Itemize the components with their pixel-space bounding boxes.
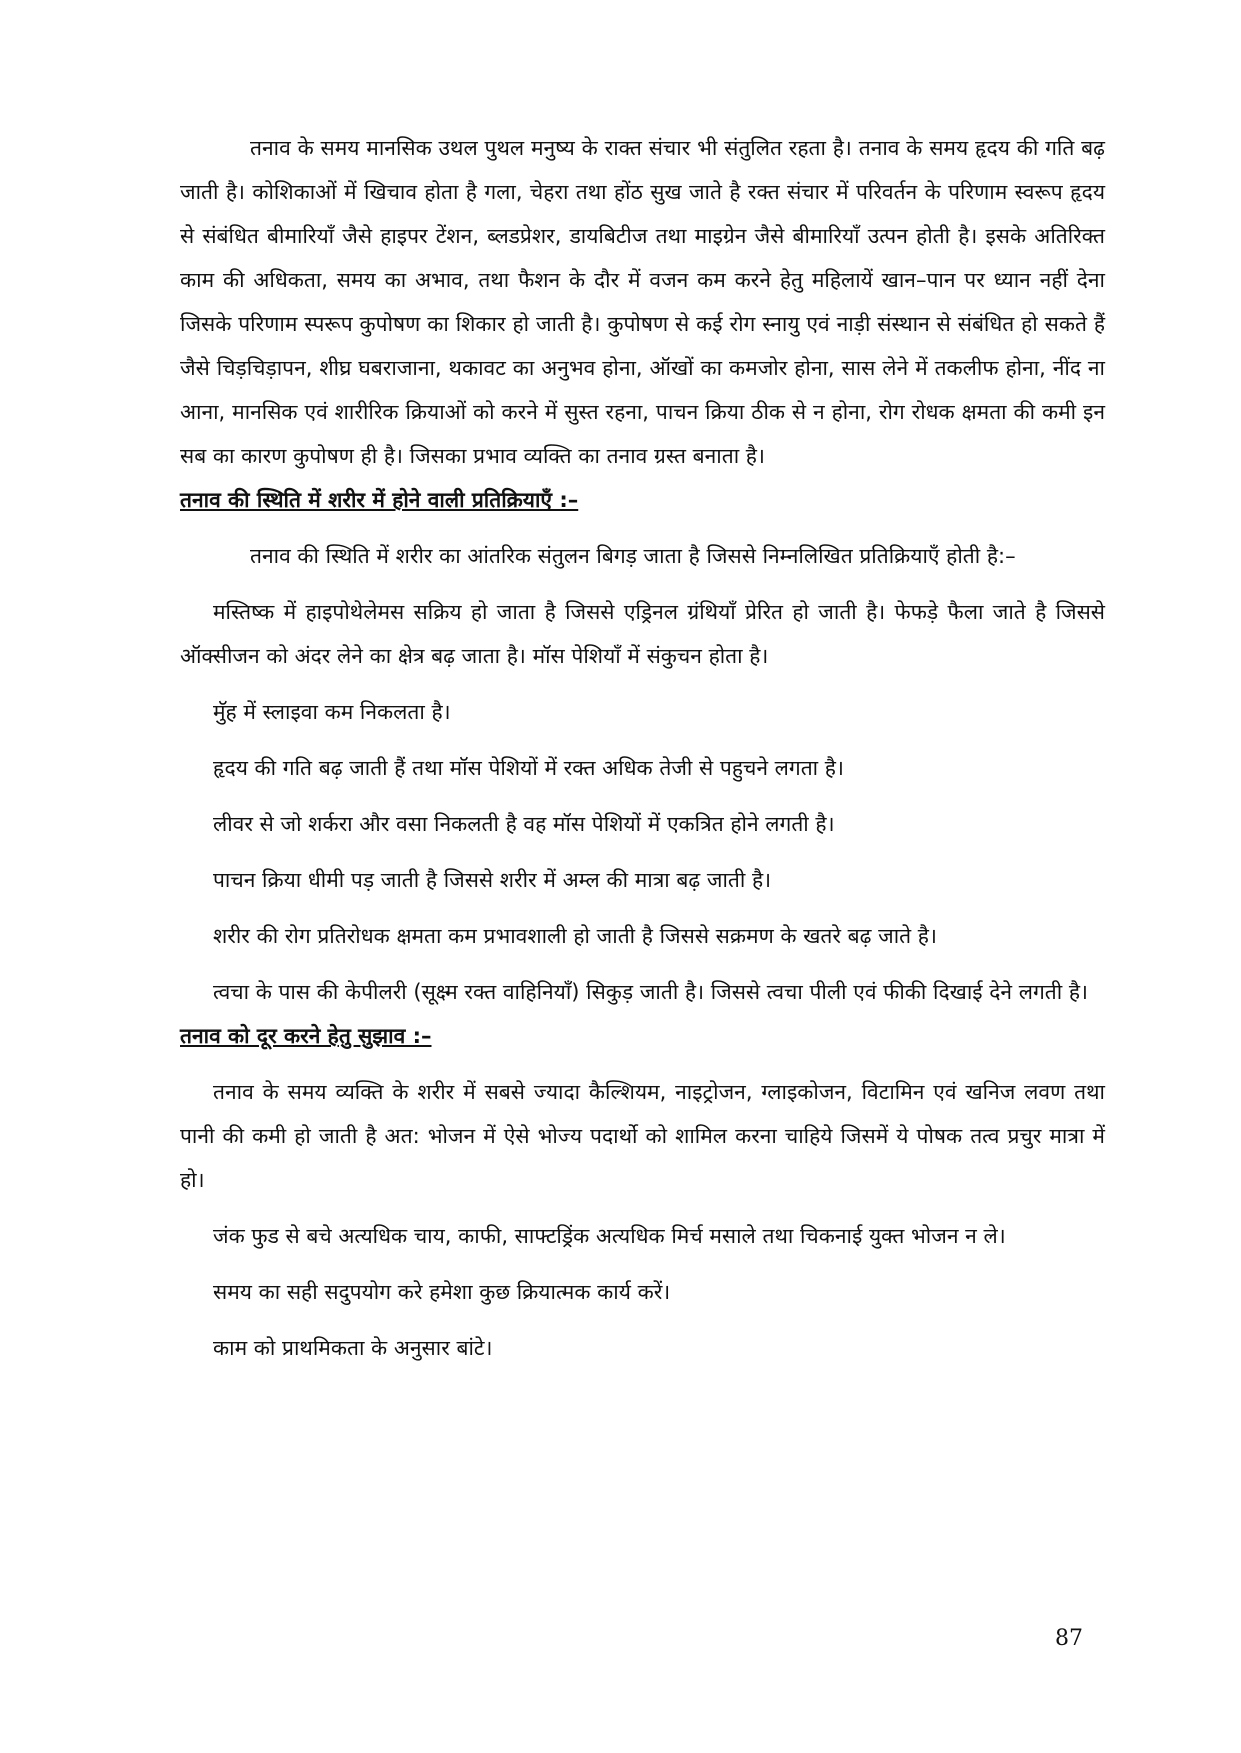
suggestion-item-junk-food: जंक फुड से बचे अत्यधिक चाय, काफी, साफ्टड्रिंक अत्यधिक मिर्च मसाले तथा चिकनाई युक्त भोजन न ले।	[213, 1224, 1006, 1248]
page-body	[180, 126, 1105, 1370]
section-heading-reactions: तनाव की स्थिति में शरीर में होने वाली प्रतिक्रियाऍं :–	[180, 488, 579, 512]
suggestion-item-nutrition: तनाव के समय व्यक्ति के शरीर में सबसे ज्यादा कैल्शियम, नाइट्रोजन, ग्लाइकोजन, विटामिन एवं खनिज लवण तथा पानी की कमी हो जाती है अत: भोजन में ऐसे भोज्य पदार्थो को शामिल करना चाहिये जिसमें ये पोषक तत्व प्रचुर मात्रा में हो।	[180, 1080, 1105, 1192]
intro-paragraph: तनाव के समय मानसिक उथल पुथल मनुष्य के राक्त संचार भी संतुलित रहता है। तनाव के समय हृदय की गति बढ़ जाती है। कोशिकाओं में खिचाव होता है गला, चेहरा तथा होंठ सुख जाते है रक्त संचार में परिवर्तन के परिणाम स्वरूप हृदय से संबंधित बीमारियॉं जैसे हाइपर टेंशन, ब्लडप्रेशर, डायबिटीज तथा माइग्रेन जैसे बीमारियॉं उत्पन होती है। इसके अतिरिक्त काम की अधिकता, समय का अभाव, तथा फैशन के दौर में वजन कम करने हेतु महिलायें खान–पान पर ध्यान नहीं देना जिसके परिणाम स्परूप कुपोषण का शिकार हो जाती है। कुपोषण से कई रोग स्नायु एवं नाड़ी संस्थान से संबंधित हो सकते हैं जैसे चिड़चिड़ापन, शीघ्र घबराजाना, थकावट का अनुभव होना, ऑखों का कमजोर होना, सास लेने में तकलीफ होना, नींद ना आना, मानसिक एवं शारीरिक क्रियाओं को करने में सुस्त रहना, पाचन क्रिया ठीक से न होना, रोग रोधक क्षमता की कमी इन सब का कारण कुपोषण ही है। जिसका प्रभाव व्यक्ति का तनाव ग्रस्त बनाता है।	[180, 136, 1105, 468]
reaction-item-capillary: त्वचा के पास की केपीलरी (सूक्ष्म रक्त वाहिनियॉं) सिकुड़ जाती है। जिससे त्वचा पीली एवं फीकी दिखाई देने लगती है।	[213, 980, 1088, 1004]
suggestion-item-priority: काम को प्राथमिकता के अनुसार बांटे।	[213, 1336, 493, 1360]
reaction-item-liver: लीवर से जो शर्करा और वसा निकलती है वह मॉस पेशियों में एकत्रित होने लगती है।	[213, 812, 835, 836]
section-heading-suggestions: तनाव को दूर करने हेतु सुझाव :–	[180, 1024, 432, 1048]
reaction-item-heart-rate: हृदय की गति बढ़ जाती हैं तथा मॉस पेशियों में रक्त अधिक तेजी से पहुचने लगता है।	[213, 756, 844, 780]
suggestion-item-time: समय का सही सदुपयोग करे हमेशा कुछ क्रियात्मक कार्य करें।	[213, 1280, 671, 1304]
reaction-item-immunity: शरीर की रोग प्रतिरोधक क्षमता कम प्रभावशाली हो जाती है जिससे सक्रमण के खतरे बढ़ जाते है।	[213, 924, 937, 948]
reaction-item-hypothalamus: मस्तिष्क में हाइपोथेलेमस सक्रिय हो जाता है जिससे एड्रिनल ग्रंथियॉं प्रेरित हो जाती है। फेफड़े फैला जाते है जिससे ऑक्सीजन को अंदर लेने का क्षेत्र बढ़ जाता है। मॉस पेशियॉं में संकुचन होता है।	[180, 600, 1105, 668]
reaction-item-digestion: पाचन क्रिया धीमी पड़ जाती है जिससे शरीर में अम्ल की मात्रा बढ़ जाती है।	[213, 868, 772, 892]
page-number: 87	[1055, 1626, 1083, 1651]
reaction-item-saliva: मुॅह में स्लाइवा कम निकलता है।	[213, 700, 451, 724]
reactions-intro-paragraph: तनाव की स्थिति में शरीर का आंतरिक संतुलन बिगड़ जाता है जिससे निम्नलिखित प्रतिक्रियाऍं होती है:–	[250, 544, 1016, 568]
